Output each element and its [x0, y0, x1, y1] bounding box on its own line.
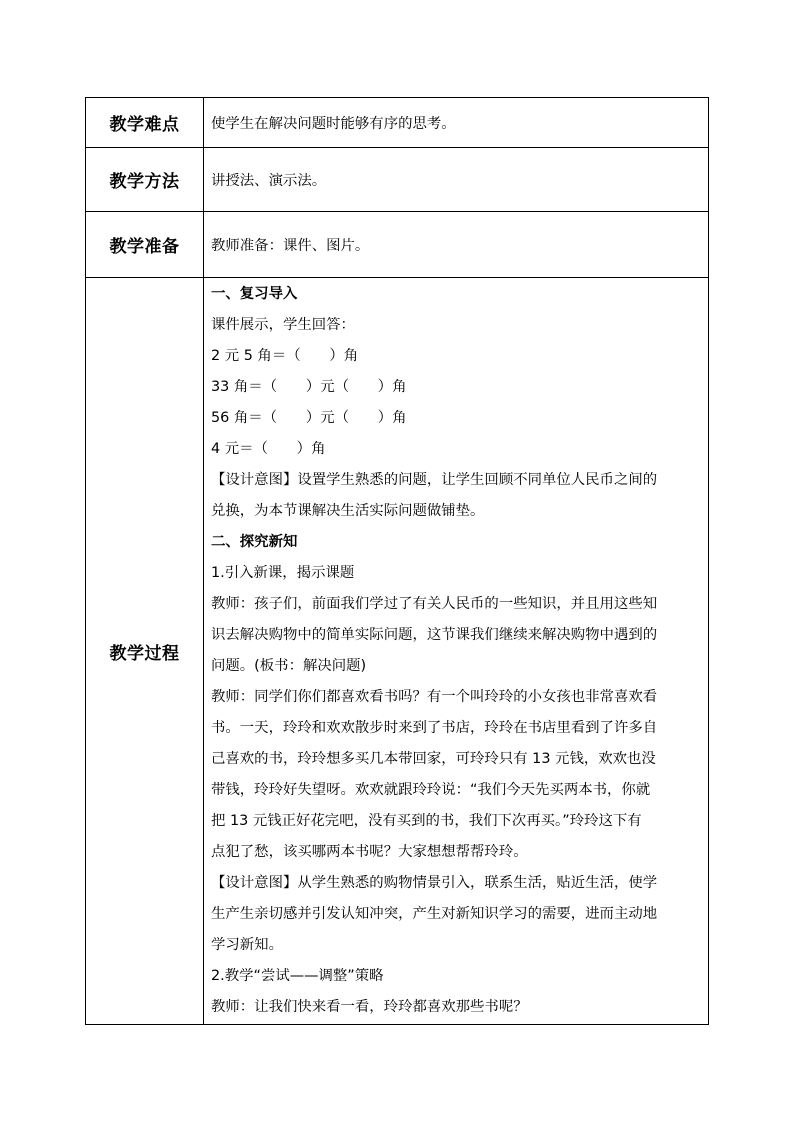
text-line: 识去解决购物中的简单实际问题，这节课我们继续来解决购物中遇到的 — [211, 627, 658, 643]
row-teaching-process — [86, 278, 708, 1024]
exercise-line: 56 角＝（ ）元（ ）角 — [211, 410, 407, 426]
label-teaching-process: 教学过程 — [86, 278, 204, 1024]
text-line: 问题。(板书：解决问题) — [211, 658, 367, 674]
content-teaching-difficulty: 使学生在解决问题时能够有序的思考。 — [211, 116, 456, 132]
section-heading-review: 一、复习导入 — [211, 286, 298, 302]
subsection-heading: 1.引入新课，揭示课题 — [211, 565, 355, 581]
text-line: 【设计意图】从学生熟悉的购物情景引入，联系生活，贴近生活，使学 — [211, 875, 658, 891]
row-teaching-preparation — [86, 212, 708, 278]
label-teaching-method: 教学方法 — [86, 148, 204, 211]
row-teaching-method — [86, 148, 708, 212]
exercise-line: 33 角＝（ ）元（ ）角 — [211, 379, 407, 395]
label-teaching-preparation: 教学准备 — [86, 212, 204, 277]
text-line: 带钱，玲玲好失望呀。欢欢就跟玲玲说：“我们今天先买两本书，你就 — [211, 782, 651, 798]
text-line: 教师：同学们你们都喜欢看书吗？有一个叫玲玲的小女孩也非常喜欢看 — [211, 689, 658, 705]
text-line: 兑换，为本节课解决生活实际问题做铺垫。 — [211, 503, 485, 519]
text-line: 点犯了愁，该买哪两本书呢？大家想想帮帮玲玲。 — [211, 844, 528, 860]
content-teaching-process — [204, 278, 708, 1024]
text-line: 课件展示，学生回答： — [211, 317, 355, 333]
text-line: 教师：孩子们，前面我们学过了有关人民币的一些知识，并且用这些知 — [211, 596, 658, 612]
text-line: 生产生亲切感并引发认知冲突，产生对新知识学习的需要，进而主动地 — [211, 906, 658, 922]
content-teaching-method: 讲授法、演示法。 — [211, 173, 327, 189]
text-line: 把 13 元钱正好花完吧，没有买到的书，我们下次再买。”玲玲这下有 — [211, 813, 642, 829]
row-teaching-difficulty — [86, 98, 708, 148]
label-teaching-difficulty: 教学难点 — [86, 98, 204, 147]
text-line: 教师：让我们快来看一看，玲玲都喜欢那些书呢？ — [211, 999, 528, 1015]
text-line: 学习新知。 — [211, 937, 283, 953]
content-teaching-preparation: 教师准备：课件、图片。 — [211, 238, 370, 254]
subsection-heading: 2.教学“尝试——调整”策略 — [211, 968, 384, 984]
exercise-line: 2 元 5 角＝（ ）角 — [211, 348, 359, 364]
lesson-plan-table — [85, 97, 709, 1025]
text-line: 【设计意图】设置学生熟悉的问题，让学生回顾不同单位人民币之间的 — [211, 472, 658, 488]
section-heading-explore: 二、探究新知 — [211, 534, 298, 550]
exercise-line: 4 元＝（ ）角 — [211, 441, 326, 457]
text-line: 己喜欢的书，玲玲想多买几本带回家，可玲玲只有 13 元钱，欢欢也没 — [211, 751, 656, 767]
text-line: 书。一天，玲玲和欢欢散步时来到了书店，玲玲在书店里看到了许多自 — [211, 720, 658, 736]
